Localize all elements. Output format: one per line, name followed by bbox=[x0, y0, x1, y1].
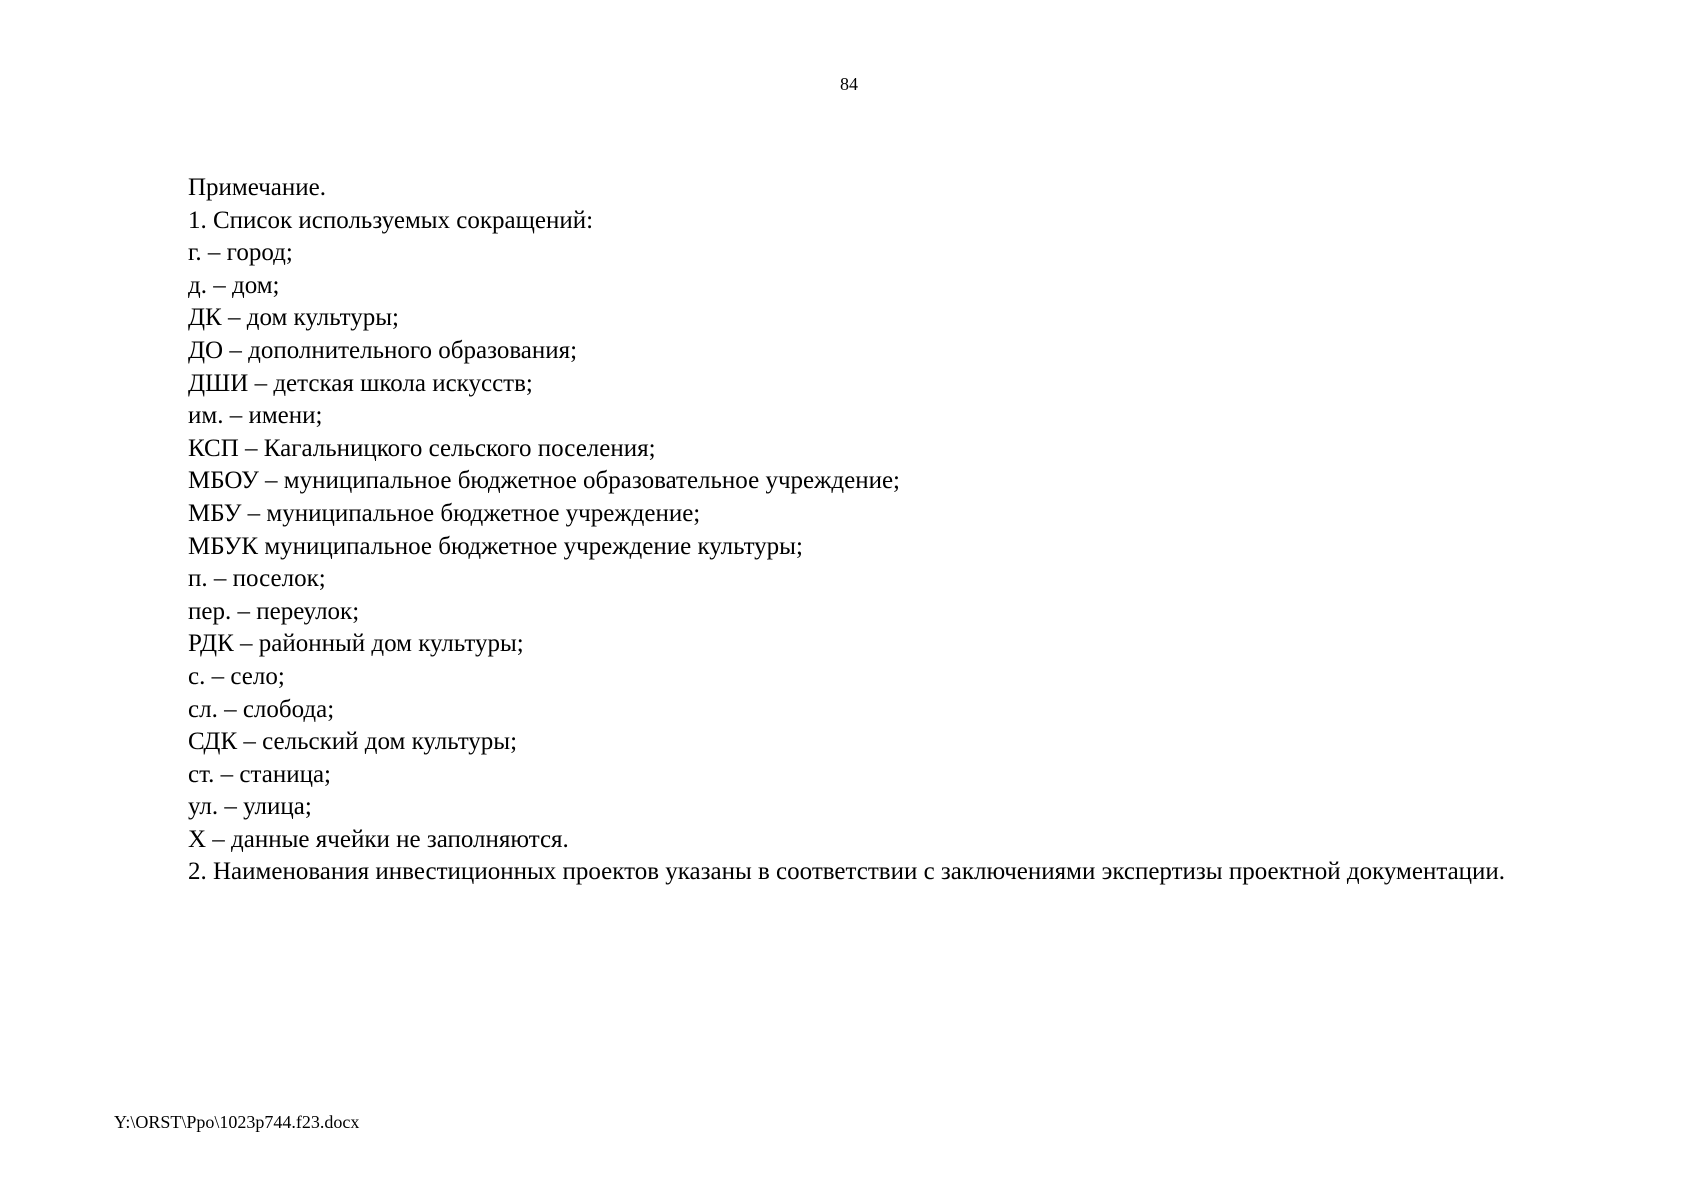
note-heading: Примечание. bbox=[188, 174, 327, 201]
abbreviation-item: МБУК муниципальное бюджетное учреждение культуры; bbox=[188, 532, 803, 560]
abbreviation-item: ДШИ – детская школа искусств; bbox=[188, 369, 533, 397]
abbreviation-item: Х – данные ячейки не заполняются. bbox=[188, 825, 569, 853]
abbreviation-item: ДК – дом культуры; bbox=[188, 304, 399, 332]
note-point-2: 2. Наименования инвестиционных проектов указаны в соответствии с заключениями экспертизы проектной документации. bbox=[188, 858, 1506, 886]
abbreviation-item: им. – имени; bbox=[188, 402, 323, 430]
abbreviation-item: ст. – станица; bbox=[188, 760, 331, 788]
abbreviation-item: д. – дом; bbox=[188, 271, 280, 299]
abbreviation-list bbox=[114, 237, 1592, 856]
abbreviation-item: с. – село; bbox=[188, 662, 285, 690]
note-block bbox=[114, 172, 1592, 889]
abbreviation-item: ДО – дополнительного образования; bbox=[188, 336, 578, 364]
abbreviation-item: ул. – улица; bbox=[188, 793, 312, 821]
footer-file-path: Y:\ORST\Ppo\1023p744.f23.docx bbox=[114, 1112, 360, 1132]
abbreviation-item: РДК – районный дом культуры; bbox=[188, 630, 524, 658]
abbreviation-item: сл. – слобода; bbox=[188, 695, 335, 723]
abbreviation-item: КСП – Кагальницкого сельского поселения; bbox=[188, 434, 656, 462]
abbreviation-item: МБОУ – муниципальное бюджетное образовательное учреждение; bbox=[188, 467, 900, 495]
abbreviation-item: п. – поселок; bbox=[188, 565, 326, 593]
abbreviation-item: пер. – переулок; bbox=[188, 597, 360, 625]
abbreviation-item: МБУ – муниципальное бюджетное учреждение; bbox=[188, 499, 701, 527]
abbreviation-item: СДК – сельский дом культуры; bbox=[188, 728, 518, 756]
abbreviations-title: 1. Список используемых сокращений: bbox=[188, 206, 594, 234]
page-number: 84 bbox=[840, 74, 858, 94]
abbreviation-item: г. – город; bbox=[188, 239, 293, 267]
